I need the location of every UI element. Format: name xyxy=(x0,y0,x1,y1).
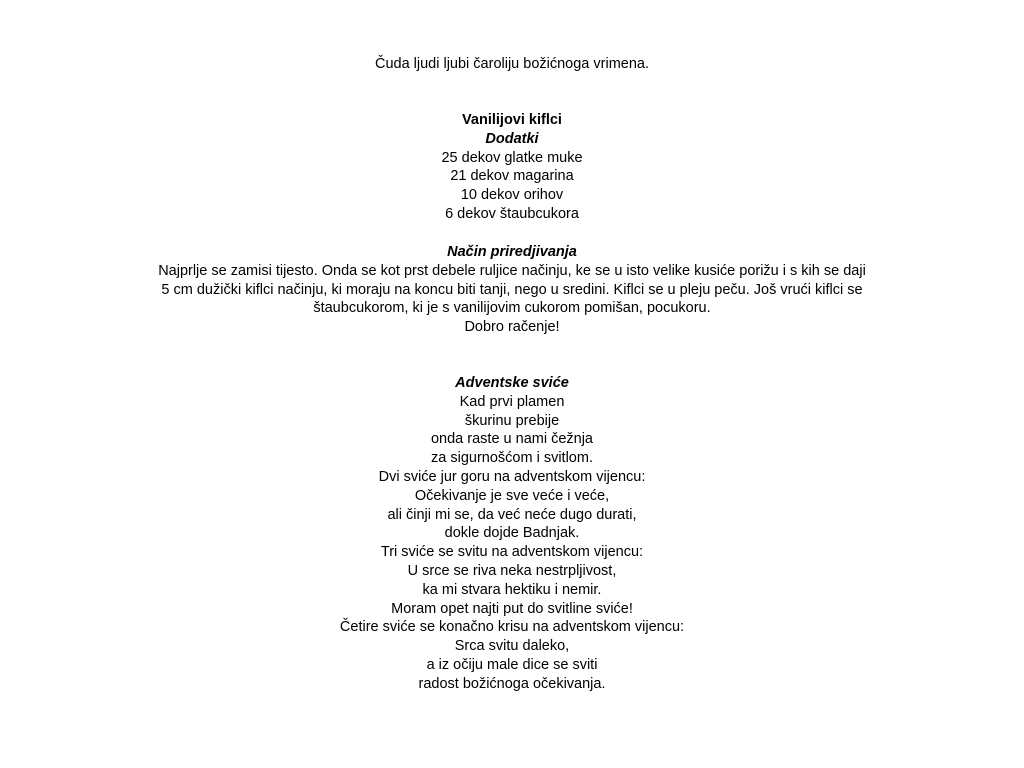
poem-line: Očekivanje je sve veće i veće, xyxy=(414,487,610,504)
ingredient-line: 10 dekov orihov xyxy=(460,187,564,204)
method-body xyxy=(127,262,897,318)
ingredient-line: 21 dekov magarina xyxy=(450,168,574,185)
poem-line: za sigurnošćom i svitlom. xyxy=(431,450,593,467)
poem-line: dokle dojde Badnjak. xyxy=(444,525,580,542)
poem-line: škurinu prebije xyxy=(464,412,560,429)
intro-section xyxy=(0,55,1024,74)
method-line: štaubcukorom, ki je s vanilijovim cukorom pomišan, pocukoru. xyxy=(313,300,711,317)
poem-line: radost božićnoga očekivanja. xyxy=(418,675,606,692)
poem-line: ka mi stvara hektiku i nemir. xyxy=(422,581,602,598)
method-section xyxy=(0,243,1024,337)
poem-line: a iz očiju male dice se sviti xyxy=(426,656,598,673)
poem-line: Moram opet najti put do svitline sviće! xyxy=(391,600,633,617)
method-line: Najprlje se zamisi tijesto. Onda se kot prst debele ruljice načinju, ke se u isto velike kusiće porižu i s kih se daji xyxy=(158,262,866,279)
ingredient-line: 6 dekov štaubcukora xyxy=(445,205,579,222)
poem-section xyxy=(0,374,1024,694)
poem-title: Adventske sviće xyxy=(455,375,569,391)
poem-line: Četire sviće se konačno krisu na adventskom vijencu: xyxy=(339,619,685,636)
recipe-title: Vanilijovi kiflci xyxy=(462,112,562,128)
ingredient-line: 25 dekov glatke muke xyxy=(441,149,583,166)
poem-line: Srca svitu daleko, xyxy=(454,638,570,655)
method-line: 5 cm dužički kiflci načinju, ki moraju na koncu biti tanji, nego u sredini. Kiflci se u pleju peču. Još vrući kiflci se xyxy=(161,281,863,298)
method-heading: Način priredjivanja xyxy=(447,244,577,260)
poem-line: ali činji mi se, da već neće dugo durati, xyxy=(387,506,637,523)
recipe-section xyxy=(0,111,1024,224)
poem-line: Tri sviće se svitu na adventskom vijencu: xyxy=(380,544,644,561)
intro-text: Čuda ljudi ljubi čaroliju božićnoga vrimena. xyxy=(374,56,650,72)
poem-line: Kad prvi plamen xyxy=(459,393,565,410)
poem-line: onda raste u nami čežnja xyxy=(430,431,593,448)
poem-line: Dvi sviće jur goru na adventskom vijencu: xyxy=(378,468,646,485)
ingredients-heading: Dodatki xyxy=(485,130,539,147)
poem-line: U srce se riva neka nestrpljivost, xyxy=(407,562,617,579)
recipe-closing: Dobro račenje! xyxy=(464,319,560,336)
